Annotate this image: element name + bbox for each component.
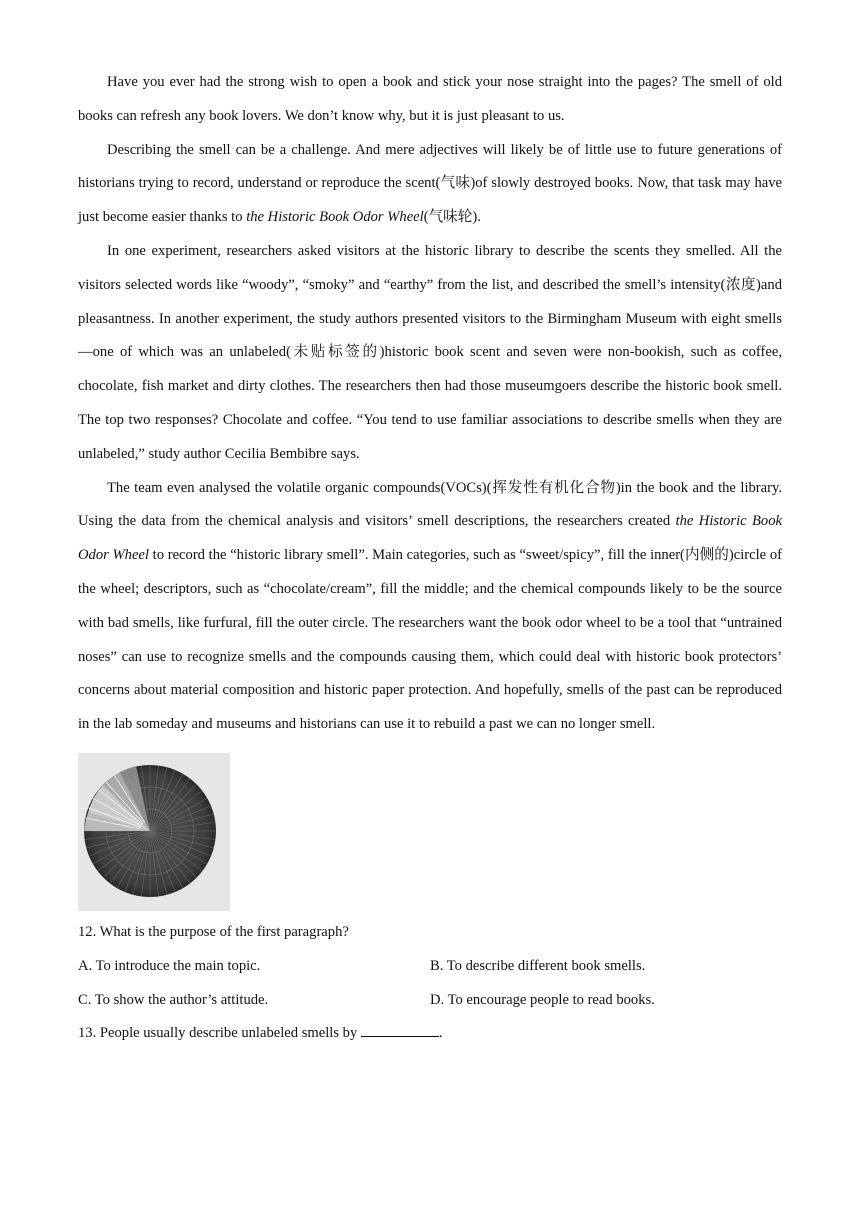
question-12-options-row-2 [78, 984, 782, 1018]
option-a: A. To introduce the main topic. [78, 957, 261, 974]
answer-blank [361, 1022, 439, 1037]
paragraph-3: In one experiment, researchers asked visitors at the historic library to describe the scents they smelled. All the visitors selected words like “woody”, “smoky” and “earthy” from the list, and described the smell’s intensity(浓度)and pleasantness. In another experiment, the study authors presented visitors to the Birmingham Museum with eight smells—one of which was an unlabeled(未贴标签的)historic book scent and seven were non-bookish, such as coffee, chocolate, fish market and dirty clothes. The researchers then had those museumgoers describe the historic book smell. The top two responses? Chocolate and coffee. “You tend to use familiar associations to describe smells when they are unlabeled,” study author Cecilia Bembibre says. [78, 242, 782, 462]
question-13-end: . [438, 1025, 443, 1042]
question-13 [78, 1017, 782, 1051]
question-12-options-row-1 [78, 950, 782, 984]
paragraph-2 [78, 134, 782, 235]
option-d: D. To encourage people to read books. [430, 991, 655, 1008]
odor-wheel-image [78, 753, 230, 911]
paragraph-2-end: (气味轮). [423, 209, 481, 226]
paragraph-4 [78, 472, 782, 742]
question-12: 12. What is the purpose of the first paragraph? [78, 923, 349, 940]
question-13-text: 13. People usually describe unlabeled smells by [78, 1025, 358, 1042]
odor-wheel-title-2: the Historic Book Odor Wheel [78, 513, 782, 564]
paragraph-1: Have you ever had the strong wish to open a book and stick your nose straight into the pages? The smell of old books can refresh any book lovers. We don’t know why, but it is just pleasant to us. [78, 74, 782, 124]
odor-wheel-title: the Historic Book Odor Wheel [246, 209, 424, 226]
document-page [78, 66, 782, 1051]
paragraph-2-text: Describing the smell can be a challenge. And mere adjectives will likely be of little use to future generations of historians trying to record, understand or reproduce the scent(气味)of slowly destroyed books. Now, that task may have just become easier thanks to [78, 141, 782, 226]
paragraph-4-text: The team even analysed the volatile organic compounds(VOCs)(挥发性有机化合物)in the book and the library. Using the data from the chemical analysis and visitors’ smell descriptions, the researchers created [78, 479, 782, 530]
paragraph-4-rest: to record the “historic library smell”. Main categories, such as “sweet/spicy”, fill the inner(内侧的)circle of the wheel; descriptors, such as “chocolate/cream”, fill the middle; and the chemical compounds likely to be the source with bad smells, like furfural, fill the outer circle. The researchers want the book odor wheel to be a tool that “untrained noses” can use to recognize smells and the compounds causing them, which could deal with historic book protectors’ concerns about material composition and historic paper protection. And hopefully, smells of the past can be reproduced in the lab someday and museums and historians can use it to rebuild a past we can no longer smell. [78, 547, 782, 733]
option-b: B. To describe different book smells. [430, 957, 646, 974]
option-c: C. To show the author’s attitude. [78, 991, 269, 1008]
